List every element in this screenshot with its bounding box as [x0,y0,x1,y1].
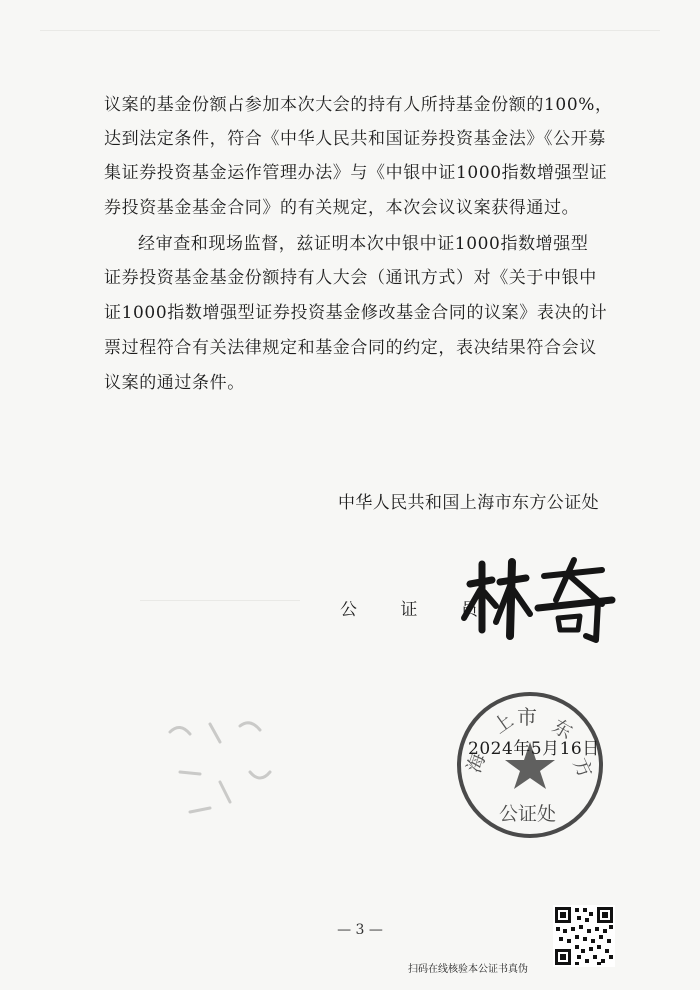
notary-seal [455,690,605,840]
scan-artifact [140,600,300,601]
page-number: — 3 — [337,922,383,938]
seal-bottom-text: 公证处 [499,803,557,825]
handwritten-signature [452,556,622,646]
verify-caption: 扫码在线核验本公证书真伪 [408,964,528,975]
svg-text:方: 方 [568,754,597,782]
ghost-seal-impression [150,712,300,832]
paragraph-line: 票过程符合有关法律规定和基金合同的约定，表决结果符合会议 [104,338,597,358]
svg-text:海: 海 [463,750,491,776]
notary-office-name: 中华人民共和国上海市东方公证处 [338,493,599,513]
qr-code-icon[interactable] [553,905,615,967]
paragraph-line: 券投资基金基金合同》的有关规定，本次会议议案获得通过。 [104,198,580,218]
svg-text:东: 东 [548,715,576,744]
paragraph-line: 达到法定条件，符合《中华人民共和国证券投资基金法》《公开募 [104,129,606,149]
svg-text:市: 市 [517,705,537,729]
paragraph-line: 证1000指数增强型证券投资基金修改基金合同的议案》表决的计 [104,303,608,323]
paragraph-line: 议案的基金份额占参加本次大会的持有人所持基金份额的100%， [104,95,613,115]
paragraph-line: 证券投资基金基金份额持有人大会（通讯方式）对《关于中银中 [104,268,597,288]
paragraph-line: 集证券投资基金运作管理办法》与《中银中证1000指数增强型证 [104,163,608,183]
paragraph-line: 经审查和现场监督，兹证明本次中银中证1000指数增强型 [138,234,589,254]
paragraph-line: 议案的通过条件。 [104,373,245,393]
notary-label: 公 证 员 [340,600,490,620]
scan-artifact [40,30,660,31]
svg-text:上: 上 [489,709,518,739]
document-date: 2024年5月16日 [468,739,600,759]
